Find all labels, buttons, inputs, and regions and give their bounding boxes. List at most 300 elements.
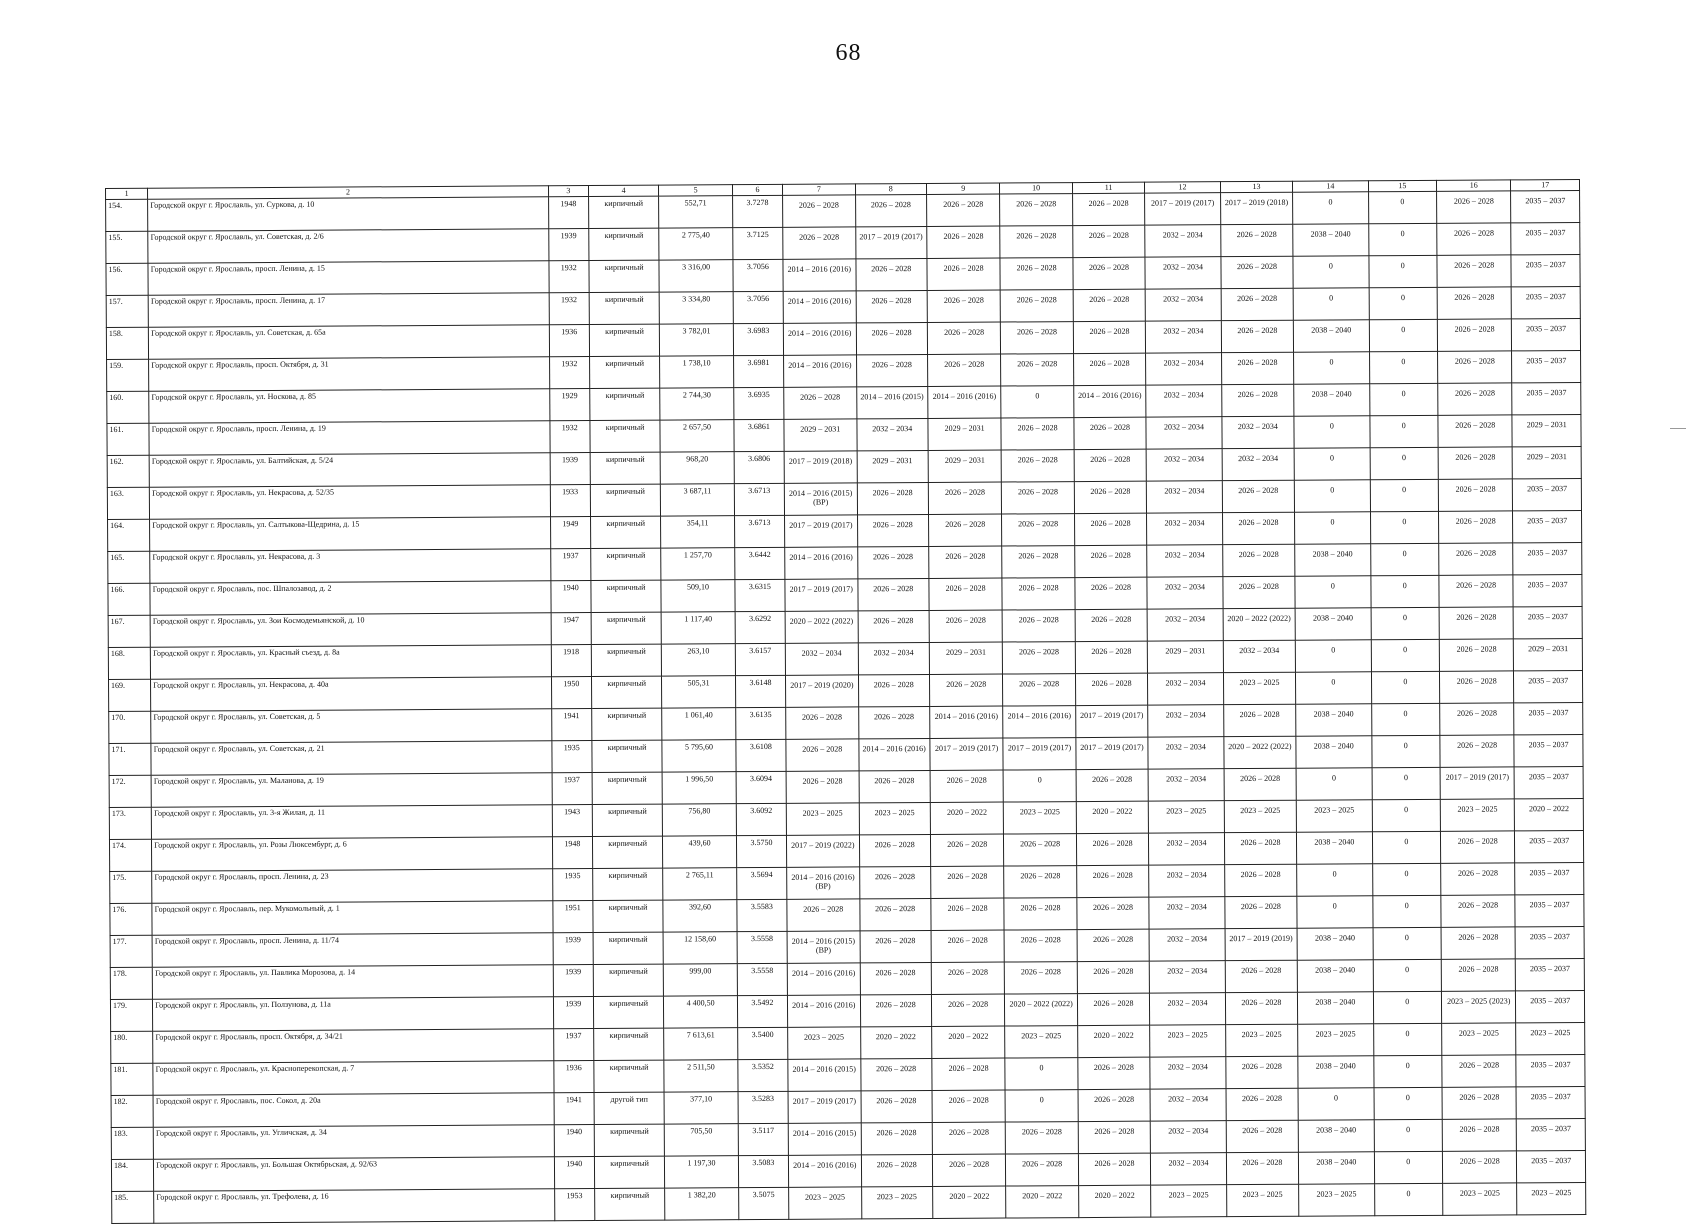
period-cell-col-14: 2038 – 2040 — [1294, 384, 1370, 416]
row-number-cell: 183. — [111, 1127, 153, 1159]
period-cell-col-7: 2026 – 2028 — [786, 707, 859, 739]
period-cell-col-14: 0 — [1295, 640, 1371, 672]
period-cell-col-12: 2032 – 2034 — [1148, 769, 1224, 801]
period-cell-col-13: 2026 – 2028 — [1222, 480, 1295, 512]
row-number-cell: 170. — [109, 711, 151, 743]
build-year-cell: 1943 — [552, 805, 592, 837]
score-cell: 3.7056 — [733, 259, 783, 291]
period-cell-col-8: 2032 – 2034 — [856, 418, 928, 450]
address-cell: Городской округ г. Ярославль, ул. Большая Октябрьская, д. 92/63 — [154, 1157, 555, 1191]
period-cell-col-7: 2020 – 2022 (2022) — [785, 611, 858, 643]
period-cell-col-11: 2026 – 2028 — [1078, 1089, 1151, 1121]
period-cell-col-13: 2026 – 2028 — [1223, 576, 1296, 608]
period-cell-col-7: 2026 – 2028 — [783, 195, 856, 227]
build-year-cell: 1937 — [550, 549, 590, 581]
period-cell-col-9: 2020 – 2022 — [932, 1026, 1006, 1058]
score-cell: 3.6442 — [734, 547, 784, 579]
build-year-cell: 1918 — [551, 645, 591, 677]
period-cell-col-12: 2032 – 2034 — [1150, 993, 1226, 1025]
period-cell-col-17: 2035 – 2037 — [1516, 1054, 1585, 1086]
period-cell-col-13: 2020 – 2022 (2022) — [1223, 608, 1296, 640]
address-cell: Городской округ г. Ярославль, просп. Ленина, д. 23 — [152, 869, 553, 903]
period-cell-col-12: 2032 – 2034 — [1146, 417, 1222, 449]
period-cell-col-16: 2026 – 2028 — [1439, 575, 1514, 607]
period-cell-col-17: 2029 – 2031 — [1513, 446, 1582, 478]
wall-material-cell: кирпичный — [588, 196, 659, 228]
period-cell-col-9: 2026 – 2028 — [932, 1122, 1006, 1154]
row-number-cell: 169. — [109, 679, 151, 711]
period-cell-col-14: 2038 – 2040 — [1298, 992, 1374, 1024]
area-cell: 2 765,11 — [663, 868, 737, 900]
period-cell-col-15: 0 — [1374, 1119, 1443, 1151]
page-number: 68 — [835, 40, 862, 66]
column-header-4: 4 — [588, 185, 658, 196]
period-cell-col-16: 2026 – 2028 — [1439, 671, 1514, 703]
period-cell-col-15: 0 — [1369, 319, 1438, 351]
period-cell-col-16: 2026 – 2028 — [1441, 863, 1516, 895]
period-cell-col-7: 2017 – 2019 (2022) — [787, 835, 860, 867]
wall-material-cell: кирпичный — [593, 964, 664, 996]
build-year-cell: 1932 — [549, 293, 589, 325]
period-cell-col-16: 2026 – 2028 — [1441, 895, 1516, 927]
period-cell-col-17: 2035 – 2037 — [1513, 542, 1582, 574]
period-cell-col-10: 2017 – 2019 (2017) — [1003, 738, 1076, 770]
wall-material-cell: кирпичный — [593, 900, 664, 932]
period-cell-col-10: 2026 – 2028 — [1004, 866, 1077, 898]
period-cell-col-15: 0 — [1368, 223, 1437, 255]
row-number-cell: 177. — [110, 935, 152, 967]
period-cell-col-8: 2026 – 2028 — [859, 898, 931, 930]
period-cell-col-10: 2026 – 2028 — [1002, 578, 1075, 610]
period-cell-col-8: 2026 – 2028 — [859, 866, 931, 898]
period-cell-col-8: 2026 – 2028 — [855, 194, 927, 226]
area-cell: 1 117,40 — [661, 612, 735, 644]
build-year-cell: 1948 — [552, 837, 592, 869]
period-cell-col-14: 0 — [1293, 288, 1369, 320]
period-cell-col-7: 2014 – 2016 (2016) (ВР) — [787, 867, 860, 899]
period-cell-col-12: 2029 – 2031 — [1148, 641, 1224, 673]
address-cell: Городской округ г. Ярославль, ул. Суркова, д. 10 — [148, 197, 549, 231]
period-cell-col-16: 2026 – 2028 — [1441, 927, 1516, 959]
row-number-cell: 168. — [108, 647, 150, 679]
build-year-cell: 1937 — [552, 773, 592, 805]
period-cell-col-12: 2023 – 2025 — [1149, 801, 1225, 833]
period-cell-col-10: 0 — [1001, 386, 1074, 418]
period-cell-col-13: 2026 – 2028 — [1225, 992, 1298, 1024]
period-cell-col-16: 2026 – 2028 — [1440, 735, 1515, 767]
wall-material-cell: кирпичный — [589, 228, 660, 260]
build-year-cell: 1935 — [552, 869, 592, 901]
wall-material-cell: кирпичный — [594, 1156, 665, 1188]
row-number-cell: 162. — [107, 455, 149, 487]
period-cell-col-8: 2026 – 2028 — [856, 322, 928, 354]
period-cell-col-8: 2026 – 2028 — [860, 1058, 932, 1090]
build-year-cell: 1949 — [550, 517, 590, 549]
period-cell-col-8: 2026 – 2028 — [859, 770, 931, 802]
wall-material-cell: кирпичный — [595, 1188, 666, 1220]
period-cell-col-11: 2026 – 2028 — [1075, 545, 1148, 577]
wall-material-cell: кирпичный — [593, 996, 664, 1028]
period-cell-col-9: 2026 – 2028 — [927, 290, 1001, 322]
period-cell-col-8: 2026 – 2028 — [857, 546, 929, 578]
period-cell-col-15: 0 — [1370, 447, 1439, 479]
period-cell-col-16: 2026 – 2028 — [1438, 415, 1513, 447]
row-number-cell: 178. — [110, 967, 152, 999]
period-cell-col-8: 2014 – 2016 (2015) — [856, 386, 928, 418]
period-cell-col-10: 0 — [1003, 770, 1076, 802]
row-number-cell: 163. — [107, 487, 149, 519]
period-cell-col-12: 2032 – 2034 — [1148, 737, 1224, 769]
period-cell-col-16: 2017 – 2019 (2017) — [1440, 767, 1515, 799]
score-cell: 3.6861 — [734, 419, 784, 451]
period-cell-col-17: 2023 – 2025 — [1517, 1182, 1586, 1214]
row-number-cell: 166. — [108, 583, 150, 615]
period-cell-col-11: 2026 – 2028 — [1077, 993, 1150, 1025]
area-cell: 1 738,10 — [660, 356, 734, 388]
period-cell-col-16: 2026 – 2028 — [1442, 1151, 1517, 1183]
period-cell-col-16: 2026 – 2028 — [1437, 223, 1512, 255]
score-cell: 3.6935 — [734, 387, 784, 419]
period-cell-col-7: 2014 – 2016 (2016) — [784, 355, 857, 387]
address-cell: Городской округ г. Ярославль, ул. Некрасова, д. 52/35 — [150, 485, 551, 519]
period-cell-col-9: 2020 – 2022 — [933, 1186, 1007, 1218]
period-cell-col-17: 2035 – 2037 — [1515, 766, 1584, 798]
build-year-cell: 1929 — [549, 389, 589, 421]
column-header-17: 17 — [1511, 179, 1580, 190]
period-cell-col-17: 2035 – 2037 — [1511, 190, 1580, 222]
period-cell-col-7: 2017 – 2019 (2020) — [786, 675, 859, 707]
period-cell-col-9: 2026 – 2028 — [929, 578, 1003, 610]
period-cell-col-10: 2026 – 2028 — [1003, 642, 1076, 674]
period-cell-col-7: 2014 – 2016 (2015) — [788, 1059, 861, 1091]
period-cell-col-9: 2026 – 2028 — [927, 322, 1001, 354]
period-cell-col-11: 2026 – 2028 — [1078, 1057, 1151, 1089]
score-cell: 3.6157 — [735, 643, 785, 675]
period-cell-col-16: 2026 – 2028 — [1439, 607, 1514, 639]
period-cell-col-10: 2026 – 2028 — [1000, 194, 1073, 226]
period-cell-col-11: 2026 – 2028 — [1074, 417, 1147, 449]
period-cell-col-11: 2014 – 2016 (2016) — [1074, 385, 1147, 417]
build-year-cell: 1939 — [548, 229, 588, 261]
period-cell-col-16: 2026 – 2028 — [1437, 191, 1512, 223]
period-cell-col-8: 2026 – 2028 — [859, 834, 931, 866]
wall-material-cell: кирпичный — [594, 1028, 665, 1060]
build-year-cell: 1937 — [553, 1029, 593, 1061]
period-cell-col-10: 2026 – 2028 — [1003, 674, 1076, 706]
period-cell-col-10: 2026 – 2028 — [1004, 834, 1077, 866]
row-number-cell: 159. — [107, 359, 149, 391]
row-number-cell: 156. — [106, 263, 148, 295]
period-cell-col-12: 2032 – 2034 — [1149, 897, 1225, 929]
period-cell-col-16: 2026 – 2028 — [1438, 479, 1513, 511]
build-year-cell: 1951 — [553, 901, 593, 933]
period-cell-col-14: 2023 – 2025 — [1299, 1184, 1375, 1216]
row-number-cell: 172. — [109, 775, 151, 807]
address-cell: Городской округ г. Ярославль, ул. Розы Люксембург, д. 6 — [152, 837, 553, 871]
row-number-cell: 174. — [109, 839, 151, 871]
area-cell: 7 613,61 — [664, 1028, 738, 1060]
period-cell-col-17: 2035 – 2037 — [1512, 318, 1581, 350]
build-year-cell: 1932 — [550, 421, 590, 453]
address-cell: Городской округ г. Ярославль, пос. Сокол, д. 20а — [153, 1093, 554, 1127]
address-cell: Городской округ г. Ярославль, ул. Салтыкова-Щедрина, д. 15 — [150, 517, 551, 551]
area-cell: 2 511,50 — [664, 1060, 738, 1092]
score-cell: 3.5583 — [737, 899, 787, 931]
period-cell-col-17: 2035 – 2037 — [1517, 1118, 1586, 1150]
period-cell-col-9: 2026 – 2028 — [931, 962, 1005, 994]
wall-material-cell: кирпичный — [589, 324, 660, 356]
period-cell-col-17: 2029 – 2031 — [1514, 638, 1583, 670]
period-cell-col-13: 2026 – 2028 — [1221, 352, 1294, 384]
period-cell-col-16: 2026 – 2028 — [1437, 319, 1512, 351]
wall-material-cell: кирпичный — [594, 1124, 665, 1156]
period-cell-col-12: 2032 – 2034 — [1147, 545, 1223, 577]
row-number-cell: 181. — [111, 1063, 153, 1095]
period-cell-col-13: 2026 – 2028 — [1222, 544, 1295, 576]
period-cell-col-16: 2026 – 2028 — [1437, 255, 1512, 287]
period-cell-col-11: 2026 – 2028 — [1075, 577, 1148, 609]
period-cell-col-12: 2032 – 2034 — [1146, 385, 1222, 417]
period-cell-col-12: 2023 – 2025 — [1151, 1185, 1227, 1217]
address-cell: Городской округ г. Ярославль, ул. Ползунова, д. 11а — [153, 997, 554, 1031]
period-cell-col-14: 0 — [1294, 416, 1370, 448]
period-cell-col-12: 2032 – 2034 — [1145, 257, 1221, 289]
area-cell: 552,71 — [659, 196, 733, 228]
period-cell-col-9: 2026 – 2028 — [930, 770, 1004, 802]
period-cell-col-9: 2026 – 2028 — [932, 1154, 1006, 1186]
period-cell-col-13: 2032 – 2034 — [1222, 416, 1295, 448]
score-cell: 3.6094 — [736, 771, 786, 803]
build-year-cell: 1953 — [554, 1189, 594, 1221]
area-cell: 4 400,50 — [664, 996, 738, 1028]
build-year-cell: 1940 — [554, 1157, 594, 1189]
row-number-cell: 182. — [111, 1095, 153, 1127]
period-cell-col-12: 2032 – 2034 — [1149, 865, 1225, 897]
period-cell-col-15: 0 — [1369, 255, 1438, 287]
address-cell: Городской округ г. Ярославль, пос. Шпалозавод, д. 2 — [150, 581, 551, 615]
address-cell: Городской округ г. Ярославль, ул. Угличская, д. 34 — [153, 1125, 554, 1159]
period-cell-col-15: 0 — [1369, 351, 1438, 383]
period-cell-col-7: 2014 – 2016 (2016) — [789, 1155, 862, 1187]
period-cell-col-13: 2026 – 2028 — [1221, 288, 1294, 320]
row-number-cell: 184. — [111, 1159, 153, 1191]
wall-material-cell: кирпичный — [591, 644, 662, 676]
period-cell-col-15: 0 — [1371, 735, 1440, 767]
document-sheet — [105, 179, 1586, 1224]
period-cell-col-9: 2026 – 2028 — [929, 674, 1003, 706]
period-cell-col-14: 2038 – 2040 — [1299, 1152, 1375, 1184]
period-cell-col-17: 2035 – 2037 — [1514, 734, 1583, 766]
period-cell-col-17: 2035 – 2037 — [1511, 254, 1580, 286]
period-cell-col-15: 0 — [1374, 1087, 1443, 1119]
score-cell: 3.5750 — [736, 835, 786, 867]
period-cell-col-12: 2032 – 2034 — [1150, 1057, 1226, 1089]
period-cell-col-10: 2026 – 2028 — [1004, 898, 1077, 930]
period-cell-col-14: 2038 – 2040 — [1297, 928, 1373, 960]
period-cell-col-14: 2038 – 2040 — [1296, 704, 1372, 736]
period-cell-col-10: 2014 – 2016 (2016) — [1003, 706, 1076, 738]
address-cell: Городской округ г. Ярославль, ул. Балтийская, д. 5/24 — [149, 453, 550, 487]
period-cell-col-13: 2026 – 2028 — [1224, 864, 1297, 896]
period-cell-col-15: 0 — [1373, 927, 1442, 959]
period-cell-col-11: 2026 – 2028 — [1076, 833, 1149, 865]
address-cell: Городской округ г. Ярославль, просп. Октября, д. 31 — [149, 357, 550, 391]
wall-material-cell: кирпичный — [591, 676, 662, 708]
score-cell: 3.6983 — [733, 323, 783, 355]
period-cell-col-12: 2023 – 2025 — [1150, 1025, 1226, 1057]
period-cell-col-7: 2014 – 2016 (2016) — [785, 547, 858, 579]
period-cell-col-15: 0 — [1371, 639, 1440, 671]
period-cell-col-17: 2029 – 2031 — [1512, 414, 1581, 446]
period-cell-col-11: 2020 – 2022 — [1076, 801, 1149, 833]
score-cell: 3.5083 — [738, 1155, 788, 1187]
period-cell-col-11: 2017 – 2019 (2017) — [1075, 705, 1148, 737]
period-cell-col-9: 2026 – 2028 — [928, 482, 1002, 514]
build-year-cell: 1939 — [550, 453, 590, 485]
area-cell: 392,60 — [663, 900, 737, 932]
wall-material-cell: кирпичный — [590, 420, 661, 452]
period-cell-col-9: 2020 – 2022 — [930, 802, 1004, 834]
score-cell: 3.5117 — [738, 1123, 788, 1155]
period-cell-col-11: 2026 – 2028 — [1073, 353, 1146, 385]
period-cell-col-17: 2035 – 2037 — [1515, 862, 1584, 894]
column-header-15: 15 — [1368, 180, 1436, 191]
period-cell-col-8: 2029 – 2031 — [857, 450, 929, 482]
period-cell-col-16: 2026 – 2028 — [1438, 383, 1513, 415]
period-cell-col-8: 2026 – 2028 — [857, 514, 929, 546]
period-cell-col-12: 2032 – 2034 — [1145, 225, 1221, 257]
period-cell-col-17: 2035 – 2037 — [1514, 670, 1583, 702]
period-cell-col-11: 2026 – 2028 — [1075, 609, 1148, 641]
period-cell-col-16: 2026 – 2028 — [1440, 831, 1515, 863]
period-cell-col-17: 2035 – 2037 — [1513, 478, 1582, 510]
address-cell: Городской округ г. Ярославль, ул. Советская, д. 5 — [151, 709, 552, 743]
period-cell-col-15: 0 — [1370, 479, 1439, 511]
score-cell: 3.7125 — [733, 227, 783, 259]
period-cell-col-13: 2026 – 2028 — [1226, 1152, 1299, 1184]
period-cell-col-17: 2035 – 2037 — [1516, 1086, 1585, 1118]
period-cell-col-8: 2026 – 2028 — [857, 578, 929, 610]
build-year-cell: 1939 — [553, 965, 593, 997]
period-cell-col-14: 0 — [1295, 576, 1371, 608]
address-cell: Городской округ г. Ярославль, ул. Некрасова, д. 40а — [151, 677, 552, 711]
period-cell-col-7: 2014 – 2016 (2016) — [783, 259, 856, 291]
wall-material-cell: кирпичный — [590, 388, 661, 420]
wall-material-cell: кирпичный — [591, 612, 662, 644]
wall-material-cell: кирпичный — [590, 484, 661, 516]
column-header-5: 5 — [659, 185, 733, 196]
score-cell: 3.5492 — [737, 995, 787, 1027]
period-cell-col-15: 0 — [1370, 575, 1439, 607]
address-cell: Городской округ г. Ярославль, ул. Советская, д. 2/6 — [148, 229, 549, 263]
row-number-cell: 180. — [111, 1031, 153, 1063]
area-cell: 3 316,00 — [659, 260, 733, 292]
period-cell-col-12: 2032 – 2034 — [1147, 609, 1223, 641]
column-header-3: 3 — [548, 186, 588, 197]
period-cell-col-11: 2026 – 2028 — [1074, 481, 1147, 513]
area-cell: 439,60 — [663, 836, 737, 868]
address-cell: Городской округ г. Ярославль, просп. Ленина, д. 19 — [149, 421, 550, 455]
period-cell-col-9: 2014 – 2016 (2016) — [928, 386, 1002, 418]
period-cell-col-12: 2032 – 2034 — [1147, 481, 1223, 513]
period-cell-col-8: 2026 – 2028 — [861, 1154, 933, 1186]
build-year-cell: 1941 — [551, 709, 591, 741]
period-cell-col-15: 0 — [1373, 1055, 1442, 1087]
area-cell: 705,50 — [665, 1124, 739, 1156]
period-cell-col-15: 0 — [1374, 1183, 1443, 1215]
period-cell-col-11: 2026 – 2028 — [1073, 257, 1146, 289]
wall-material-cell: кирпичный — [593, 932, 664, 964]
period-cell-col-16: 2023 – 2025 — [1443, 1183, 1518, 1215]
period-cell-col-9: 2026 – 2028 — [927, 258, 1001, 290]
address-cell: Городской округ г. Ярославль, ул. Советская, д. 21 — [151, 741, 552, 775]
period-cell-col-8: 2026 – 2028 — [855, 258, 927, 290]
period-cell-col-12: 2032 – 2034 — [1150, 1121, 1226, 1153]
row-number-cell: 158. — [106, 327, 148, 359]
period-cell-col-12: 2032 – 2034 — [1150, 1089, 1226, 1121]
period-cell-col-17: 2035 – 2037 — [1515, 926, 1584, 958]
area-cell: 3 334,80 — [659, 292, 733, 324]
period-cell-col-7: 2023 – 2025 — [786, 803, 859, 835]
table-body — [106, 190, 1586, 1223]
period-cell-col-15: 0 — [1369, 383, 1438, 415]
period-cell-col-12: 2032 – 2034 — [1149, 961, 1225, 993]
period-cell-col-12: 2032 – 2034 — [1149, 833, 1225, 865]
period-cell-col-17: 2035 – 2037 — [1516, 958, 1585, 990]
area-cell: 1 197,30 — [665, 1156, 739, 1188]
column-header-9: 9 — [926, 183, 1000, 194]
build-year-cell: 1940 — [554, 1125, 594, 1157]
wall-material-cell: кирпичный — [592, 772, 663, 804]
period-cell-col-17: 2035 – 2037 — [1513, 574, 1582, 606]
period-cell-col-8: 2026 – 2028 — [858, 706, 930, 738]
period-cell-col-12: 2032 – 2034 — [1146, 449, 1222, 481]
period-cell-col-9: 2026 – 2028 — [929, 546, 1003, 578]
period-cell-col-12: 2032 – 2034 — [1147, 577, 1223, 609]
period-cell-col-10: 2026 – 2028 — [1001, 354, 1074, 386]
period-cell-col-16: 2026 – 2028 — [1437, 287, 1512, 319]
row-number-cell: 179. — [110, 999, 152, 1031]
score-cell: 3.5694 — [736, 867, 786, 899]
period-cell-col-9: 2026 – 2028 — [927, 226, 1001, 258]
period-cell-col-13: 2026 – 2028 — [1225, 960, 1298, 992]
period-cell-col-10: 2026 – 2028 — [1001, 450, 1074, 482]
period-cell-col-8: 2026 – 2028 — [858, 610, 930, 642]
period-cell-col-10: 2026 – 2028 — [1001, 322, 1074, 354]
period-cell-col-15: 0 — [1372, 831, 1441, 863]
row-number-cell: 165. — [108, 551, 150, 583]
period-cell-col-7: 2014 – 2016 (2015) — [788, 1123, 861, 1155]
period-cell-col-11: 2026 – 2028 — [1074, 513, 1147, 545]
period-cell-col-9: 2026 – 2028 — [930, 834, 1004, 866]
period-cell-col-13: 2023 – 2025 — [1223, 672, 1296, 704]
period-cell-col-16: 2026 – 2028 — [1442, 1119, 1517, 1151]
period-cell-col-16: 2023 – 2025 — [1440, 799, 1515, 831]
area-cell: 509,10 — [661, 580, 735, 612]
area-cell: 377,10 — [664, 1092, 738, 1124]
period-cell-col-8: 2020 – 2022 — [860, 1026, 932, 1058]
period-cell-col-8: 2026 – 2028 — [860, 962, 932, 994]
period-cell-col-13: 2026 – 2028 — [1224, 768, 1297, 800]
build-year-cell: 1936 — [549, 325, 589, 357]
period-cell-col-17: 2023 – 2025 — [1516, 1022, 1585, 1054]
period-cell-col-9: 2026 – 2028 — [931, 930, 1005, 962]
period-cell-col-12: 2032 – 2034 — [1149, 929, 1225, 961]
period-cell-col-9: 2026 – 2028 — [926, 194, 1000, 226]
period-cell-col-7: 2029 – 2031 — [784, 419, 857, 451]
period-cell-col-10: 2026 – 2028 — [1002, 546, 1075, 578]
period-cell-col-11: 2026 – 2028 — [1072, 193, 1145, 225]
